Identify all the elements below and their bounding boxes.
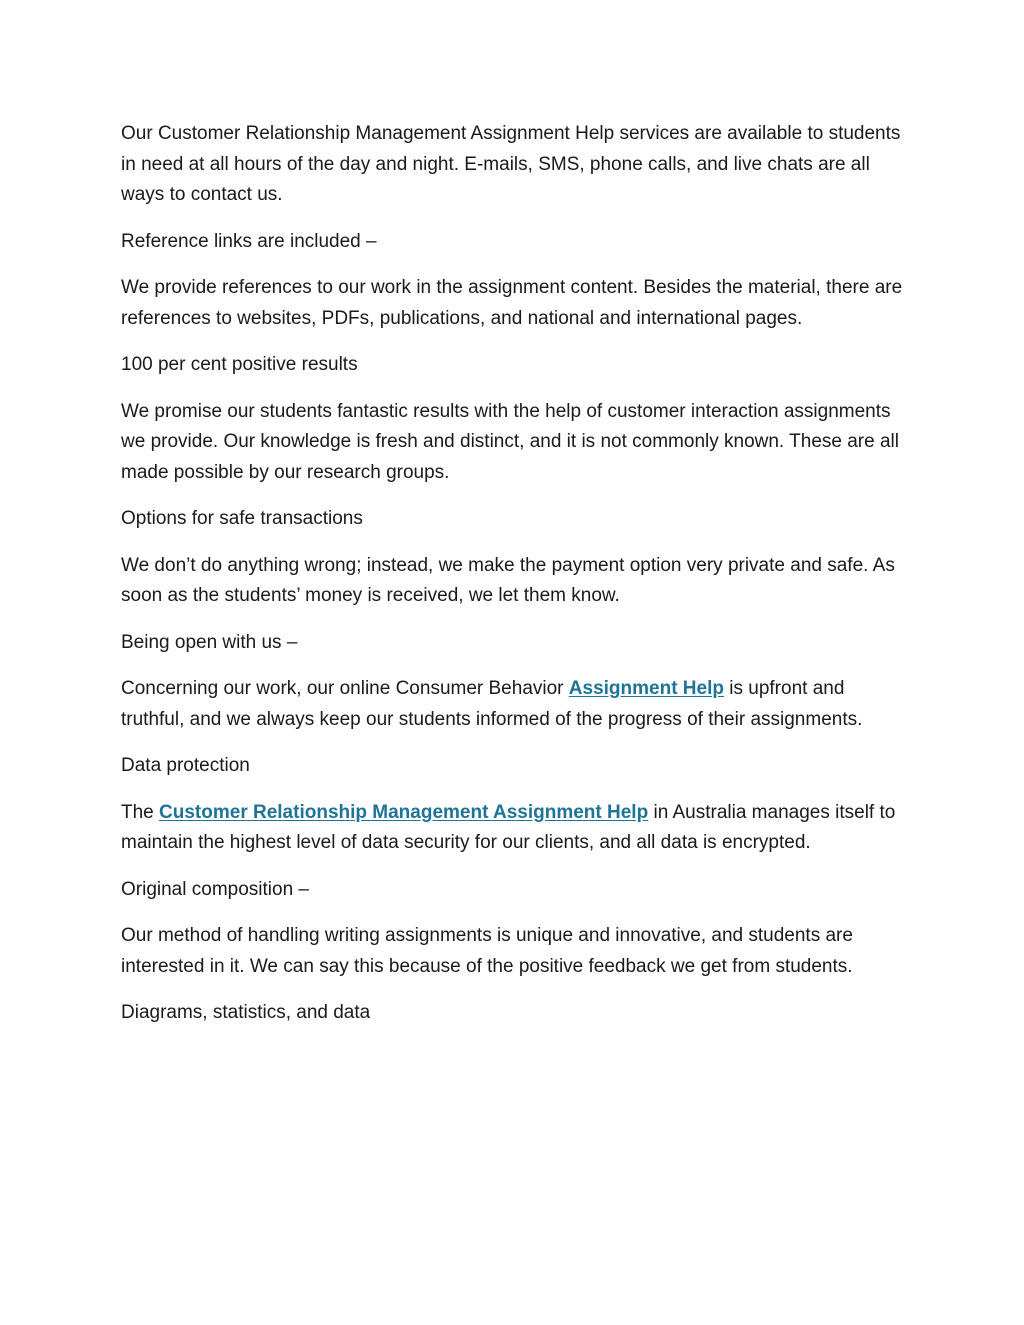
paragraph-data-protection-text-after: in Australia manages itself to maintain the highest level of data security for our clients, and all data is encrypted. [121,801,896,853]
paragraph-transactions: We don’t do anything wrong; instead, we make the payment option very private and safe. As soon as the students’ money is received, we let them know. [121,554,895,606]
paragraph-data-protection-text-before: The [121,801,160,823]
heading-safe-transactions: Options for safe transactions [121,508,363,529]
crm-assignment-help-link[interactable]: Customer Relationship Management Assignment Help [159,801,649,823]
document-page [121,119,911,1045]
heading-diagrams: Diagrams, statistics, and data [121,1002,371,1023]
paragraph-openness-text-before: Concerning our work, our online Consumer Behavior [121,678,569,699]
heading-being-open: Being open with us – [121,631,298,653]
assignment-help-link[interactable]: Assignment Help [568,678,724,699]
heading-original-composition: Original composition – [121,878,309,900]
paragraph-data-protection [121,798,911,859]
paragraph-composition: Our method of handling writing assignments is unique and innovative, and students are interested in it. We can say this because of the positive feedback we get from students. [121,925,853,977]
paragraph-openness-text-after: is upfront and truthful, and we always keep our students informed of the progress of their assignments. [121,678,863,730]
heading-data-protection: Data protection [121,755,250,776]
heading-reference-links: Reference links are included – [121,230,377,252]
paragraph-openness [121,674,911,735]
paragraph-references: We provide references to our work in the assignment content. Besides the material, there are references to websites, PDFs, publications, and national and international pages. [121,277,903,329]
heading-positive-results: 100 per cent positive results [121,354,358,375]
paragraph-availability: Our Customer Relationship Management Assignment Help services are available to students in need at all hours of the day and night. E-mails, SMS, phone calls, and live chats are all ways to contact us. [121,123,901,205]
paragraph-results: We promise our students fantastic results with the help of customer interaction assignments we provide. Our knowledge is fresh and distinct, and it is not commonly known. These are all made possible by our research groups. [121,400,899,483]
